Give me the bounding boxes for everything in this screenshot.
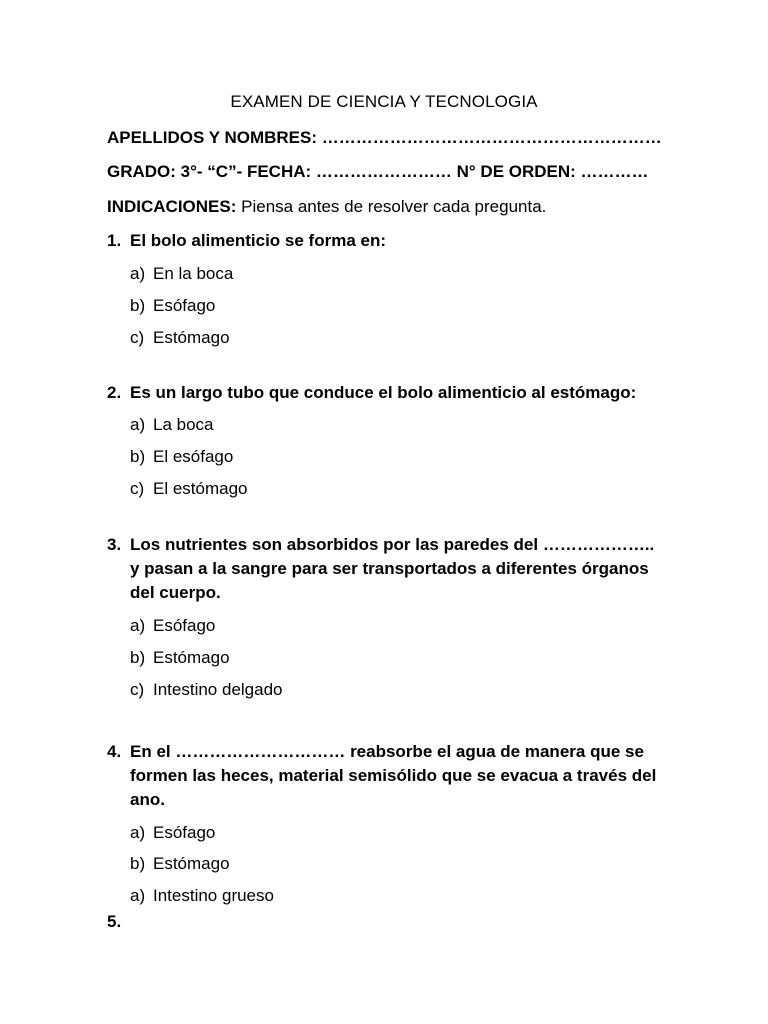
option-text: La boca — [153, 415, 214, 434]
option-1c — [130, 328, 230, 348]
option-text: Intestino delgado — [153, 680, 283, 699]
question-number: 4. — [107, 742, 122, 761]
question-number: 5. — [107, 912, 122, 931]
option-letter: b) — [130, 447, 146, 466]
option-letter: a) — [130, 823, 146, 842]
option-letter: a) — [130, 616, 146, 635]
option-letter: a) — [130, 415, 146, 434]
question-number: 2. — [107, 383, 122, 402]
question-text: Es un largo tubo que conduce el bolo alimenticio al estómago: — [130, 383, 637, 402]
question-text: En el ………………………… reabsorbe el agua de manera que se formen las heces, material semisólido que se evacua a través del ano. — [130, 742, 657, 809]
option-letter: c) — [130, 479, 145, 498]
option-text: En la boca — [153, 264, 234, 283]
option-text: Esófago — [153, 296, 216, 315]
option-4c — [130, 886, 274, 906]
option-text: Esófago — [153, 823, 216, 842]
option-3a — [130, 616, 215, 636]
option-text: Estómago — [153, 328, 230, 347]
indications-line — [107, 197, 546, 217]
option-1a — [130, 264, 233, 284]
option-4a — [130, 823, 215, 843]
option-text: Esófago — [153, 616, 216, 635]
option-letter: a) — [130, 264, 146, 283]
option-3b — [130, 648, 230, 668]
option-letter: c) — [130, 328, 145, 347]
option-text: El esófago — [153, 447, 234, 466]
option-3c — [130, 680, 283, 700]
indications-label: INDICACIONES: — [107, 197, 237, 216]
question-1 — [107, 229, 667, 253]
question-text: Los nutrientes son absorbidos por las paredes del ……………….. y pasan a la sangre para ser transportados a diferentes órganos del cuerpo. — [130, 535, 655, 602]
question-number: 1. — [107, 231, 122, 250]
option-1b — [130, 296, 215, 316]
question-text: El bolo alimenticio se forma en: — [130, 231, 386, 250]
option-letter: c) — [130, 680, 145, 699]
option-letter: b) — [130, 296, 146, 315]
exam-title: EXAMEN DE CIENCIA Y TECNOLOGIA — [230, 92, 538, 111]
option-letter: b) — [130, 648, 146, 667]
question-3 — [107, 533, 667, 605]
option-text: Estómago — [153, 854, 230, 873]
option-text: Estómago — [153, 648, 230, 667]
option-letter: b) — [130, 854, 146, 873]
question-4 — [107, 740, 667, 812]
option-4b — [130, 854, 230, 874]
option-2c — [130, 479, 248, 499]
option-2b — [130, 447, 233, 467]
option-2a — [130, 415, 214, 435]
question-number: 3. — [107, 535, 122, 554]
question-2 — [107, 381, 667, 405]
names-line: APELLIDOS Y NOMBRES: …………………………………………………… — [107, 128, 662, 147]
option-text: Intestino grueso — [153, 886, 274, 905]
indications-text: Piensa antes de resolver cada pregunta. — [236, 197, 547, 216]
option-text: El estómago — [153, 479, 248, 498]
grade-date-order-line: GRADO: 3°- “C”- FECHA: …………………… N° DE ORDEN: ………… — [107, 162, 649, 181]
option-letter: a) — [130, 886, 146, 905]
